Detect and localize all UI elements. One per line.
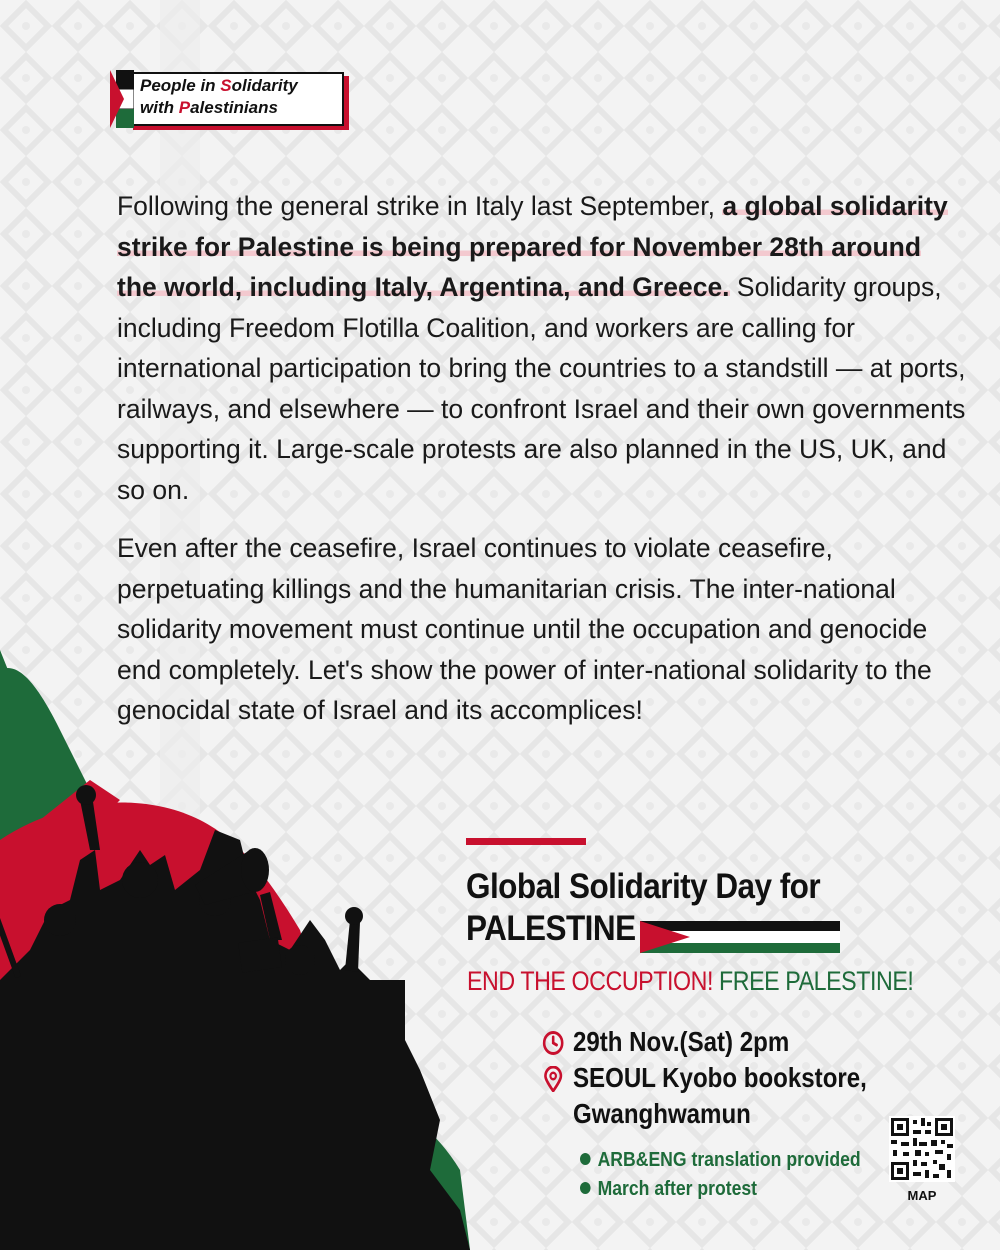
palestine-flag-icon xyxy=(110,70,134,128)
bullet-icon xyxy=(580,1153,591,1165)
event-location: SEOUL Kyobo bookstore, Gwanghwamun xyxy=(542,1060,867,1132)
event-info xyxy=(542,1024,920,1132)
note-translation: ARB&ENG translation provided xyxy=(580,1146,861,1175)
palestine-flag-icon xyxy=(640,921,840,953)
event-datetime: 29th Nov.(Sat) 2pm xyxy=(542,1024,867,1060)
clock-icon xyxy=(542,1030,564,1056)
qr-label: MAP xyxy=(907,1188,937,1203)
bullet-icon xyxy=(580,1182,591,1194)
accent-bar xyxy=(466,838,586,845)
highlighted-text: a global solidarity strike for Palestine is being prepared for November 28th around the world, including Italy, Argentina, and Greece. xyxy=(117,191,948,302)
paragraph-2: Even after the ceasefire, Israel continues to violate ceasefire, perpetuating killings and the humanitarian crisis. The inter-national solidarity movement must continue until the occupation and genocide end completely. Let's show the power of inter-national solidarity to the genocidal state of Israel and its accomplices! xyxy=(117,533,932,725)
location-pin-icon xyxy=(542,1066,564,1092)
paragraph-1: Following the general strike in Italy last September, a global solidarity strike for Palestine is being prepared for November 28th around the world, including Italy, Argentina, and Greece. Solidarity groups, including Freedom Flotilla Coalition, and workers are calling for international participation to bring the countries to a standstill — at ports, railways, and elsewhere — to confront Israel and their own governments supporting it. Large-scale protests are also planned in the US, UK, and so on. xyxy=(117,191,966,505)
event-title: Global Solidarity Day for PALESTINE xyxy=(466,867,821,948)
slogans: END THE OCCUPTION! FREE PALESTINE! xyxy=(467,966,914,996)
logo-text: People in Solidarity with Palestinians xyxy=(140,76,298,117)
note-march: March after protest xyxy=(580,1175,861,1204)
protest-crowd-illustration xyxy=(0,650,470,1250)
map-qr-code[interactable] xyxy=(889,1116,955,1182)
event-notes xyxy=(580,1146,899,1204)
article-body xyxy=(117,186,967,731)
organization-logo xyxy=(110,70,350,130)
